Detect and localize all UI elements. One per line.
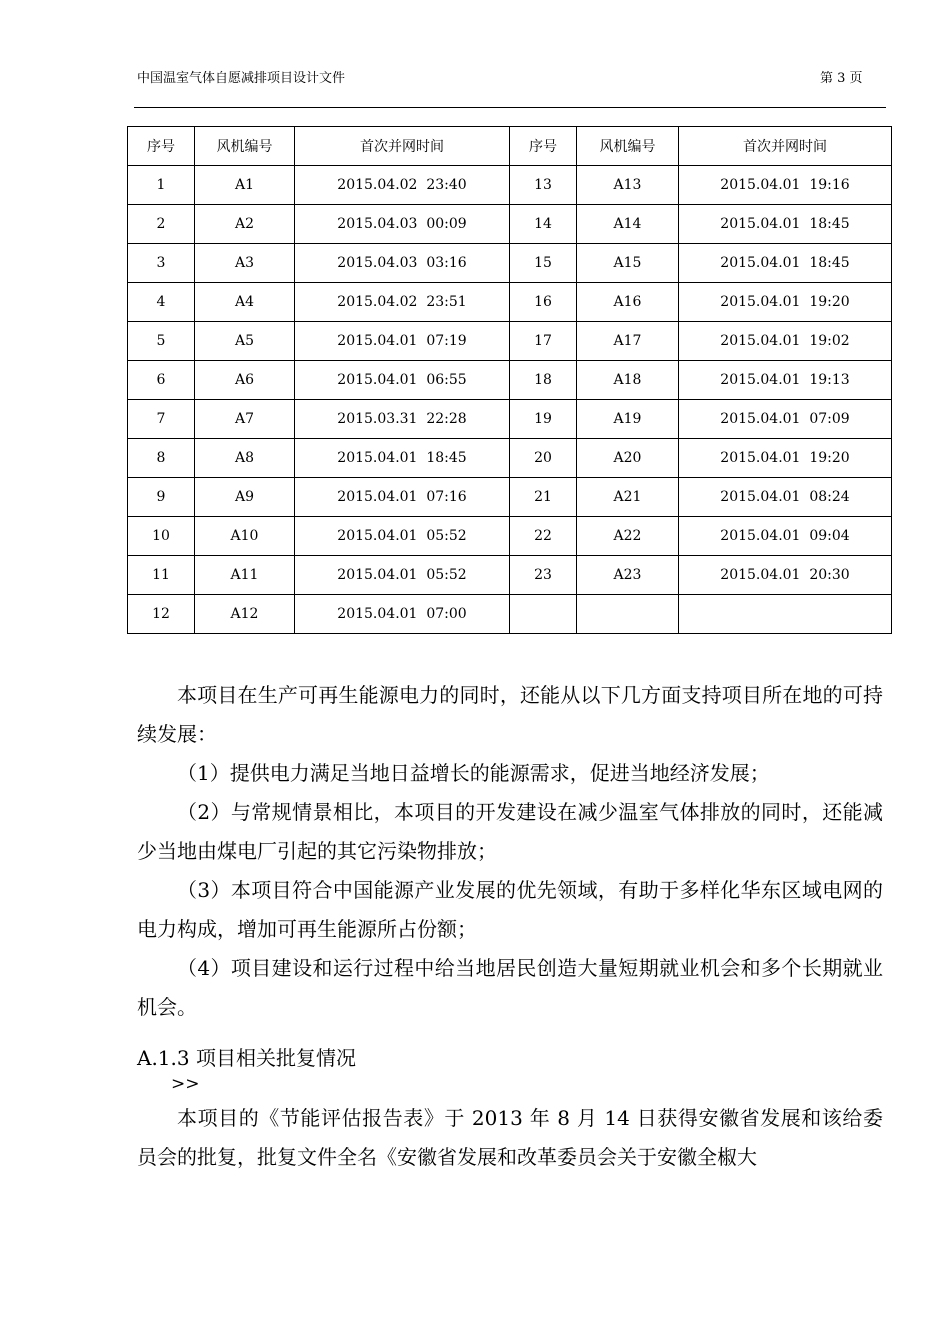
table-row (128, 166, 892, 205)
cell-serial: 18 (510, 361, 577, 400)
cell-turbine-id: A1 (195, 166, 295, 205)
cell-turbine-id: A17 (577, 322, 679, 361)
cell-grid-time: 2015.04.01 06:55 (295, 361, 510, 400)
table-row (128, 205, 892, 244)
cell-turbine-id: A8 (195, 439, 295, 478)
table-row (128, 244, 892, 283)
cell-turbine-id: A9 (195, 478, 295, 517)
cell-grid-time: 2015.04.01 19:02 (679, 322, 892, 361)
paragraph: （1）提供电力满足当地日益增长的能源需求，促进当地经济发展； (177, 761, 770, 785)
cell-turbine-id: A5 (195, 322, 295, 361)
cell-grid-time: 2015.03.31 22:28 (295, 400, 510, 439)
paragraph: （3）本项目符合中国能源产业发展的优先领域，有助于多样化华东区域电网的电力构成，增加可再生能源所占份额； (137, 878, 883, 941)
cell-turbine-id: A19 (577, 400, 679, 439)
cell-grid-time: 2015.04.01 19:20 (679, 439, 892, 478)
table-row (128, 478, 892, 517)
body-text (137, 676, 883, 1027)
cell-grid-time: 2015.04.01 18:45 (679, 205, 892, 244)
cell-turbine-id: A13 (577, 166, 679, 205)
paragraph: 本项目在生产可再生能源电力的同时，还能从以下几方面支持项目所在地的可持续发展： (137, 683, 883, 746)
cell-serial: 6 (128, 361, 195, 400)
table-row (128, 595, 892, 634)
col-header-serial: 序号 (128, 127, 195, 166)
cell-serial: 22 (510, 517, 577, 556)
cell-serial: 8 (128, 439, 195, 478)
table-row (128, 283, 892, 322)
cell-turbine-id (577, 595, 679, 634)
cell-grid-time: 2015.04.01 05:52 (295, 517, 510, 556)
cell-serial: 20 (510, 439, 577, 478)
cell-grid-time: 2015.04.01 20:30 (679, 556, 892, 595)
cell-grid-time: 2015.04.01 18:45 (295, 439, 510, 478)
cell-turbine-id: A23 (577, 556, 679, 595)
col-header-turbine-id: 风机编号 (195, 127, 295, 166)
cell-grid-time: 2015.04.02 23:40 (295, 166, 510, 205)
cell-turbine-id: A14 (577, 205, 679, 244)
header-title: 中国温室气体自愿减排项目设计文件 (137, 71, 346, 86)
cell-grid-time: 2015.04.01 08:24 (679, 478, 892, 517)
cell-turbine-id: A7 (195, 400, 295, 439)
col-header-grid-time: 首次并网时间 (679, 127, 892, 166)
cell-grid-time: 2015.04.01 19:13 (679, 361, 892, 400)
table-row (128, 439, 892, 478)
cell-grid-time: 2015.04.01 19:20 (679, 283, 892, 322)
cell-turbine-id: A11 (195, 556, 295, 595)
section-marker: >> (171, 1074, 200, 1094)
cell-grid-time: 2015.04.01 09:04 (679, 517, 892, 556)
cell-turbine-id: A20 (577, 439, 679, 478)
cell-serial: 21 (510, 478, 577, 517)
cell-serial: 3 (128, 244, 195, 283)
cell-serial: 5 (128, 322, 195, 361)
col-header-serial: 序号 (510, 127, 577, 166)
cell-serial: 2 (128, 205, 195, 244)
cell-serial: 16 (510, 283, 577, 322)
cell-serial (510, 595, 577, 634)
cell-turbine-id: A16 (577, 283, 679, 322)
cell-serial: 17 (510, 322, 577, 361)
cell-grid-time: 2015.04.01 05:52 (295, 556, 510, 595)
cell-grid-time: 2015.04.01 07:19 (295, 322, 510, 361)
col-header-grid-time: 首次并网时间 (295, 127, 510, 166)
turbine-grid-table (127, 126, 892, 634)
cell-grid-time: 2015.04.01 07:00 (295, 595, 510, 634)
cell-serial: 1 (128, 166, 195, 205)
cell-turbine-id: A10 (195, 517, 295, 556)
table-header-row (128, 127, 892, 166)
table-row (128, 556, 892, 595)
cell-turbine-id: A6 (195, 361, 295, 400)
cell-turbine-id: A12 (195, 595, 295, 634)
table-row (128, 322, 892, 361)
cell-serial: 7 (128, 400, 195, 439)
cell-turbine-id: A21 (577, 478, 679, 517)
cell-serial: 14 (510, 205, 577, 244)
cell-serial: 15 (510, 244, 577, 283)
table-row (128, 400, 892, 439)
cell-serial: 12 (128, 595, 195, 634)
table-row (128, 517, 892, 556)
cell-grid-time: 2015.04.01 07:09 (679, 400, 892, 439)
paragraph: 本项目的《节能评估报告表》于 2013 年 8 月 14 日获得安徽省发展和该给委员会的批复，批复文件全名《安徽省发展和改革委员会关于安徽全椒大 (137, 1106, 883, 1169)
cell-turbine-id: A2 (195, 205, 295, 244)
paragraph: （4）项目建设和运行过程中给当地居民创造大量短期就业机会和多个长期就业机会。 (137, 956, 883, 1019)
cell-grid-time: 2015.04.02 23:51 (295, 283, 510, 322)
cell-serial: 13 (510, 166, 577, 205)
cell-turbine-id: A3 (195, 244, 295, 283)
cell-serial: 11 (128, 556, 195, 595)
cell-grid-time: 2015.04.01 18:45 (679, 244, 892, 283)
page-number: 第 3 页 (820, 71, 863, 86)
cell-serial: 23 (510, 556, 577, 595)
cell-grid-time: 2015.04.03 00:09 (295, 205, 510, 244)
header-rule (134, 107, 886, 108)
cell-serial: 19 (510, 400, 577, 439)
cell-grid-time: 2015.04.01 19:16 (679, 166, 892, 205)
cell-serial: 9 (128, 478, 195, 517)
section-body (137, 1099, 883, 1177)
cell-serial: 4 (128, 283, 195, 322)
col-header-turbine-id: 风机编号 (577, 127, 679, 166)
cell-serial: 10 (128, 517, 195, 556)
table-row (128, 361, 892, 400)
cell-grid-time: 2015.04.01 07:16 (295, 478, 510, 517)
section-title: A.1.3 项目相关批复情况 (137, 1046, 356, 1070)
cell-grid-time (679, 595, 892, 634)
cell-turbine-id: A18 (577, 361, 679, 400)
paragraph: （2）与常规情景相比，本项目的开发建设在减少温室气体排放的同时，还能减少当地由煤电厂引起的其它污染物排放； (137, 800, 883, 863)
cell-grid-time: 2015.04.03 03:16 (295, 244, 510, 283)
cell-turbine-id: A15 (577, 244, 679, 283)
cell-turbine-id: A4 (195, 283, 295, 322)
cell-turbine-id: A22 (577, 517, 679, 556)
